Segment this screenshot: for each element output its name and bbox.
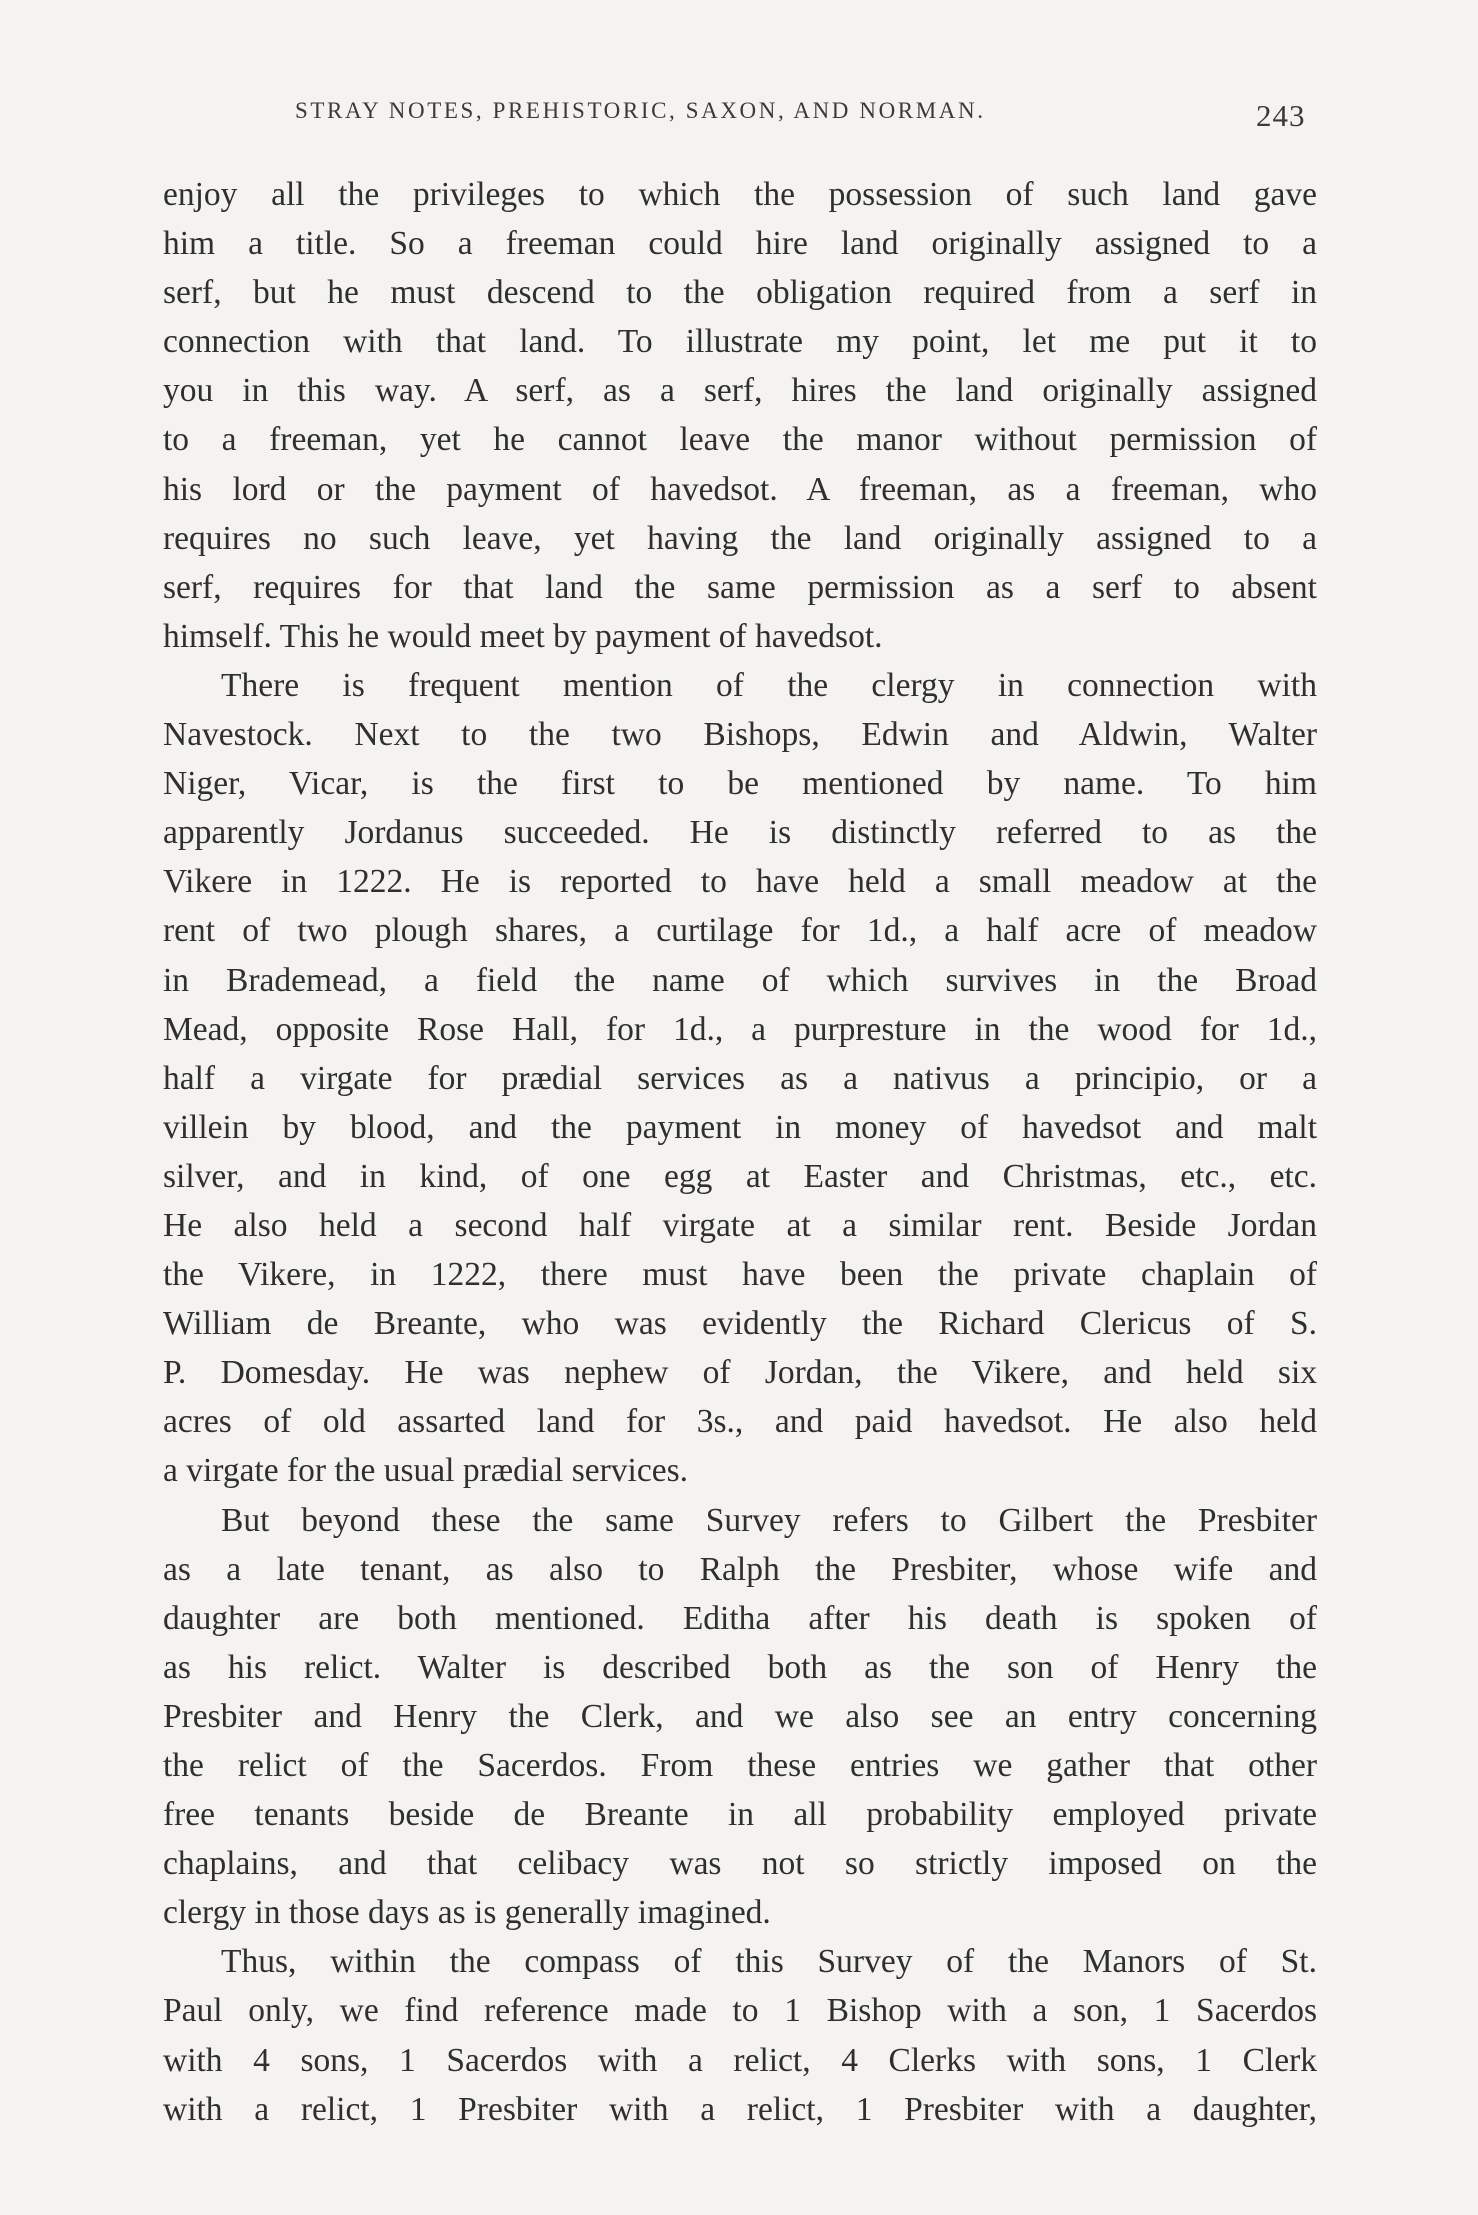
text-line: to a freeman, yet he cannot leave the manor without permission of [163,421,1317,459]
text-line: requires no such leave, yet having the land originally assigned to a [163,519,1317,557]
text-line: William de Breante, who was evidently the Richard Clericus of S. [163,1305,1317,1343]
text-line: rent of two plough shares, a curtilage for 1d., a half acre of meadow [163,912,1317,950]
body-text [163,170,1317,2134]
text-line: Vikere in 1222. He is reported to have held a small meadow at the [163,863,1317,901]
text-line: with a relict, 1 Presbiter with a relict, 1 Presbiter with a daughter, [163,2090,1317,2128]
text-line: the relict of the Sacerdos. From these entries we gather that other [163,1747,1317,1784]
text-line: apparently Jordanus succeeded. He is distinctly referred to as the [163,814,1317,852]
text-line: Presbiter and Henry the Clerk, and we also see an entry concerning [163,1697,1317,1735]
text-line: chaplains, and that celibacy was not so strictly imposed on the [163,1845,1317,1883]
text-line: But beyond these the same Survey refers to Gilbert the Presbiter [221,1501,1317,1539]
page-number: 243 [1256,98,1306,133]
text-line: villein by blood, and the payment in money of havedsot and malt [163,1108,1317,1146]
text-line: you in this way. A serf, as a serf, hires the land originally assigned [163,372,1317,410]
text-line: him a title. So a freeman could hire land originally assigned to a [163,225,1317,263]
text-line: Thus, within the compass of this Survey of the Manors of St. [221,1943,1317,1981]
text-line: acres of old assarted land for 3s., and paid havedsot. He also held [163,1403,1317,1441]
text-line: P. Domesday. He was nephew of Jordan, the Vikere, and held six [163,1354,1317,1392]
text-line: Mead, opposite Rose Hall, for 1d., a purpresture in the wood for 1d., [163,1010,1317,1048]
paragraph-3 [163,1496,1317,1938]
paragraph-2 [163,661,1317,1496]
text-line: himself. This he would meet by payment of havedsot. [163,617,883,655]
paragraph-1 [163,170,1317,661]
text-line: in Brademead, a field the name of which survives in the Broad [163,961,1317,999]
text-line: serf, requires for that land the same permission as a serf to absent [163,568,1317,606]
text-line: with 4 sons, 1 Sacerdos with a relict, 4 Clerks with sons, 1 Clerk [163,2041,1317,2079]
text-line: connection with that land. To illustrate my point, let me put it to [163,323,1317,361]
text-line: free tenants beside de Breante in all probability employed private [163,1796,1317,1834]
text-line: as a late tenant, as also to Ralph the Presbiter, whose wife and [163,1550,1317,1588]
text-line: half a virgate for prædial services as a nativus a principio, or a [163,1059,1317,1097]
text-line: serf, but he must descend to the obligation required from a serf in [163,274,1317,312]
paragraph-4 [163,1937,1317,2133]
running-title: STRAY NOTES, PREHISTORIC, SAXON, AND NORMAN. [295,98,986,123]
text-line: He also held a second half virgate at a similar rent. Beside Jordan [163,1206,1317,1244]
text-line: Navestock. Next to the two Bishops, Edwin and Aldwin, Walter [163,716,1317,754]
text-line: a virgate for the usual prædial services. [163,1452,688,1490]
text-line: enjoy all the privileges to which the possession of such land gave [163,176,1317,213]
text-line: clergy in those days as is generally imagined. [163,1894,771,1932]
text-line: daughter are both mentioned. Editha after his death is spoken of [163,1599,1317,1637]
text-line: his lord or the payment of havedsot. A freeman, as a freeman, who [163,470,1317,508]
text-line: the Vikere, in 1222, there must have been the private chaplain of [163,1256,1317,1294]
text-line: silver, and in kind, of one egg at Easter and Christmas, etc., etc. [163,1157,1317,1195]
text-line: There is frequent mention of the clergy in connection with [221,666,1317,704]
text-line: as his relict. Walter is described both as the son of Henry the [163,1648,1317,1686]
text-line: Niger, Vicar, is the first to be mentioned by name. To him [163,765,1317,803]
text-line: Paul only, we find reference made to 1 Bishop with a son, 1 Sacerdos [163,1992,1317,2030]
